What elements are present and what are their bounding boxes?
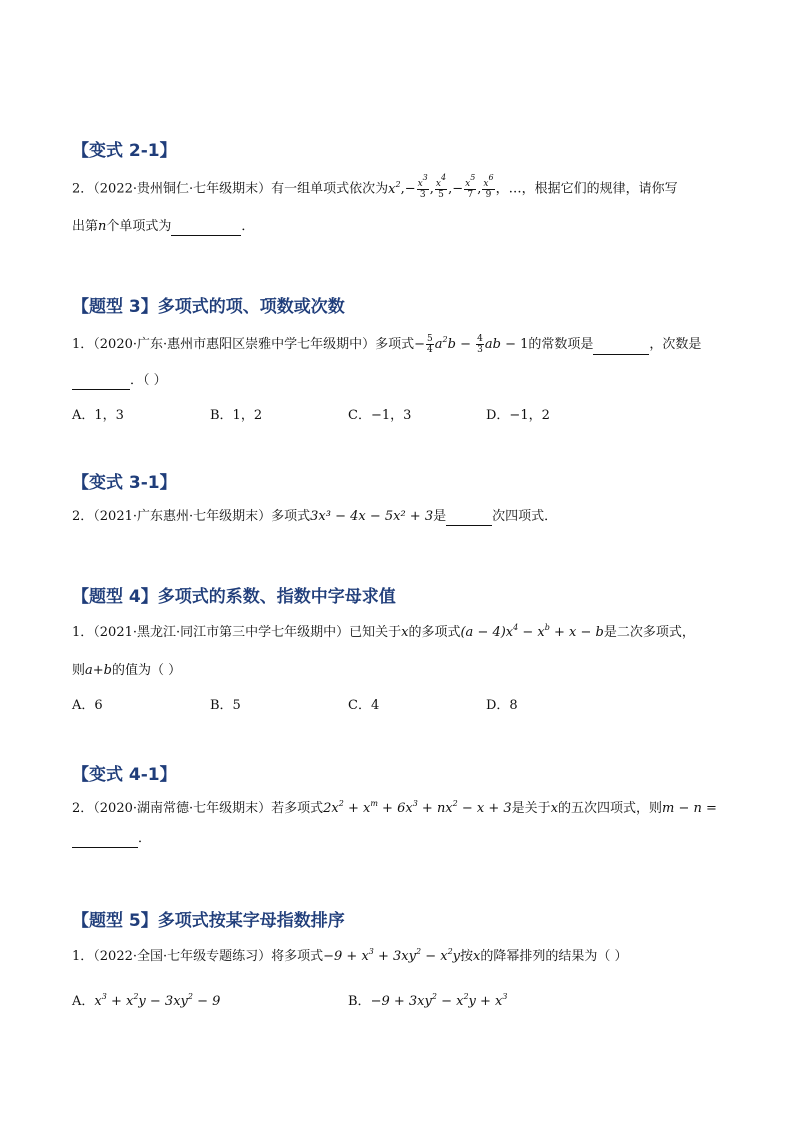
question-v21-line2: 出第n个单项式为 ． xyxy=(72,219,255,234)
question-v31-line1: 2．（2021·广东惠州·七年级期末）多项式3x³ − 4x − 5x² + 3是 次四项式． xyxy=(72,509,558,524)
heading-type-4: 【题型 4】多项式的系数、指数中字母求值 xyxy=(72,587,396,607)
option-b[interactable]: B．$-9 + 3xy^2 - x^2y + x^3$ xyxy=(348,992,508,1009)
question-v21-line1: 2．（2022·贵州铜仁·七年级期末）有一组单项式依次为$x^2,-$ $\frac{x^3}{3}$ , $\frac{x^4}{5}$ ,− $\frac{x^5}{7}$ , $\frac{x^6}{9}$ ，…，根据它们的规律，请你写 xyxy=(72,173,678,200)
seq-term-1: $x^2$ xyxy=(388,179,401,197)
seq-term-5: $\frac{x^6}{9}$ xyxy=(483,173,494,200)
question-v21-prefix: 2．（2022·贵州铜仁·七年级期末）有一组单项式依次为 xyxy=(72,181,389,197)
option-a[interactable]: A．1，3 xyxy=(72,408,124,423)
question-v41-line2: ． xyxy=(72,830,151,848)
question-t4-line2: 则a+b的值为（ ） xyxy=(72,663,182,678)
question-v41-line1: 2．（2020·湖南常德·七年级期末）若多项式$2x^2 + x^m + 6x^3 + nx^2 - x + 3$是关于x的五次四项式，则m − n = xyxy=(72,799,717,816)
heading-variant-4-1: 【变式 4-1】 xyxy=(72,765,177,785)
option-c[interactable]: C．4 xyxy=(348,698,380,713)
answer-blank-constant[interactable] xyxy=(593,340,649,355)
seq-term-4: $\frac{x^5}{7}$ xyxy=(465,173,476,200)
heading-type-3: 【题型 3】多项式的项、项数或次数 xyxy=(72,297,345,317)
answer-blank[interactable] xyxy=(72,833,138,848)
answer-blank-degree[interactable] xyxy=(72,375,130,390)
question-t3-line1: 1．（2020·广东·惠州市惠阳区崇雅中学七年级期中）多项式− $\frac{5}{4}$ $a^2b$ − $\frac{4}{3}$ ab − 1的常数项是 ，次数是 xyxy=(72,334,702,355)
heading-variant-2-1: 【变式 2-1】 xyxy=(72,141,177,161)
option-c[interactable]: C．−1，3 xyxy=(348,408,412,423)
heading-type-5: 【题型 5】多项式按某字母指数排序 xyxy=(72,911,345,931)
seq-term-2: $\frac{x^3}{3}$ xyxy=(417,173,428,200)
question-v21-suffix: ，…，根据它们的规律，请你写 xyxy=(495,181,678,197)
option-a[interactable]: A．$x^3 + x^2y - 3xy^2 - 9$ xyxy=(72,992,221,1009)
option-b[interactable]: B．1，2 xyxy=(210,408,263,423)
option-d[interactable]: D．−1，2 xyxy=(486,408,550,423)
option-a[interactable]: A．6 xyxy=(72,698,103,713)
question-t3-line2: ．（ ） xyxy=(72,372,167,390)
option-b[interactable]: B．5 xyxy=(210,698,241,713)
polynomial-expression: 3x³ − 4x − 5x² + 3 xyxy=(310,509,434,524)
seq-term-3: $\frac{x^4}{5}$ xyxy=(435,173,447,200)
question-t5-line1: 1．（2022·全国·七年级专题练习）将多项式$-9 + x^3 + 3xy^2 - x^2y$按x的降幂排列的结果为（ ） xyxy=(72,947,628,964)
answer-blank[interactable] xyxy=(171,221,241,236)
heading-variant-3-1: 【变式 3-1】 xyxy=(72,473,177,493)
question-t4-line1: 1．（2021·黑龙江·同江市第三中学七年级期中）已知关于x的多项式$(a - 4)x^4 - x^b + x - b$是二次多项式， xyxy=(72,623,695,640)
option-d[interactable]: D．8 xyxy=(486,698,518,713)
answer-blank[interactable] xyxy=(446,511,492,526)
